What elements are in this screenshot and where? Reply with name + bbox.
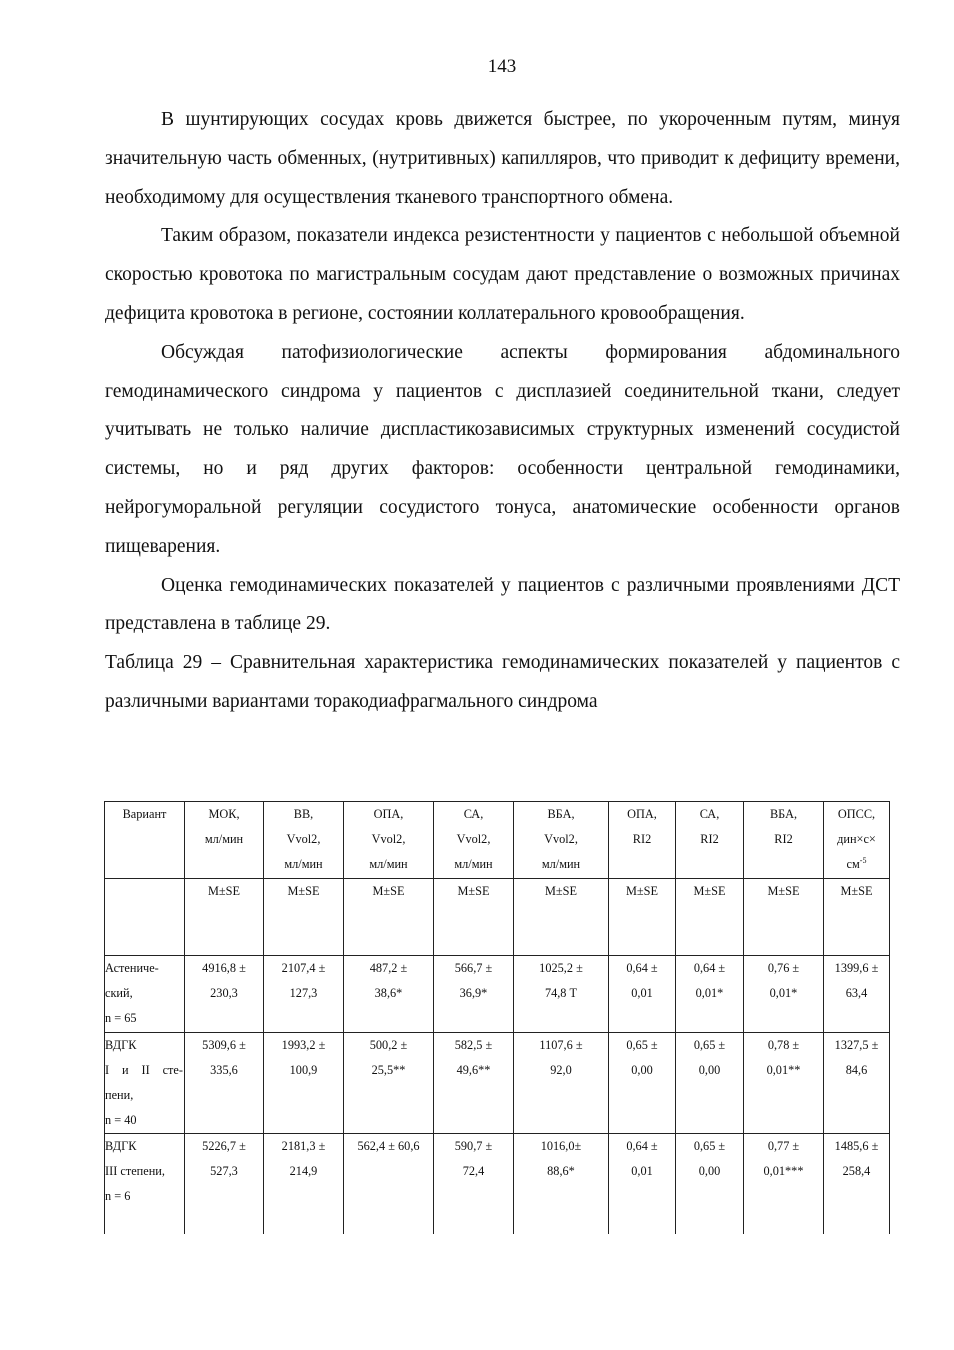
value-cell: 1025,2 ± 74,8 Т [514, 956, 609, 1033]
table-29 [104, 801, 889, 1234]
header-variant: Вариант [105, 802, 185, 879]
value-cell: 582,5 ± 49,6** [434, 1033, 514, 1134]
value-cell: 0,64 ± 0,01 [609, 956, 676, 1033]
paragraph-1: В шунтирующих сосудах кровь движется быстрее, по укороченным путям, минуя значительную часть обменных, (нутритивных) капилляров, что приводит к дефициту времени, необходимому для осуществления тканевого транспортного обмена. [105, 109, 900, 208]
value-cell: 2107,4 ± 127,3 [264, 956, 344, 1033]
mse-label: M±SE [344, 879, 434, 956]
mse-label: M±SE [609, 879, 676, 956]
mse-label: M±SE [744, 879, 824, 956]
header-mok: МОК, мл/мин [185, 802, 264, 879]
value-cell: 562,4 ± 60,6 [344, 1134, 434, 1235]
variant-cell: ВДГК III степени, n = 6 [105, 1134, 185, 1235]
paragraph-4: Оценка гемодинамических показателей у пациентов с различными проявлениями ДСТ представлена в таблице 29. [105, 574, 900, 635]
value-cell: 0,65 ± 0,00 [676, 1033, 744, 1134]
header-sa-vvol: СА, Vvol2, мл/мин [434, 802, 514, 879]
value-cell: 500,2 ± 25,5** [344, 1033, 434, 1134]
header-vba-vvol: ВБА, Vvol2, мл/мин [514, 802, 609, 879]
mse-label: M±SE [264, 879, 344, 956]
mse-label: M±SE [434, 879, 514, 956]
header-vv: ВВ, Vvol2, мл/мин [264, 802, 344, 879]
value-cell: 4916,8 ± 230,3 [185, 956, 264, 1033]
table-caption: Таблица 29 – Сравнительная характеристика гемодинамических показателей у пациентов с различными вариантами торакодиафрагмального синдрома [105, 652, 900, 712]
table-mse-row [105, 879, 890, 956]
value-cell: 590,7 ± 72,4 [434, 1134, 514, 1235]
value-cell: 5226,7 ± 527,3 [185, 1134, 264, 1235]
value-cell: 0,64 ± 0,01 [609, 1134, 676, 1235]
mse-label: M±SE [676, 879, 744, 956]
hemodynamics-table [104, 801, 890, 1234]
variant-cell: ВДГК I и II сте- пени, n = 40 [105, 1033, 185, 1134]
mse-label: M±SE [514, 879, 609, 956]
value-cell: 487,2 ± 38,6* [344, 956, 434, 1033]
paragraph-3: Обсуждая патофизиологические аспекты формирования абдоминального гемодинамического синдрома у пациентов с дисплазией соединительной ткани, следует учитывать не только наличие диспластикозависимых структурных изменений сосудистой системы, но и ряд других факторов: особенности центральной гемодинамики, нейрогуморальной регуляции сосудистого тонуса, анатомические особенности органов пищеварения. [105, 341, 900, 557]
paragraph-2: Таким образом, показатели индекса резистентности у пациентов с небольшой объемной скоростью кровотока по магистральным сосудам дают представление о возможных причинах дефицита кровотока в регионе, состоянии коллатерального кровообращения. [105, 225, 900, 324]
value-cell: 2181,3 ± 214,9 [264, 1134, 344, 1235]
opss-exponent: -5 [859, 855, 867, 865]
page-number: 143 [487, 56, 517, 77]
table-row-vdgk-3 [105, 1134, 890, 1235]
mse-empty-cell [105, 879, 185, 956]
value-cell: 1485,6 ± 258,4 [824, 1134, 890, 1235]
header-opa-ri: ОПА, RI2 [609, 802, 676, 879]
value-cell: 0,65 ± 0,00 [676, 1134, 744, 1235]
value-cell: 1016,0± 88,6* [514, 1134, 609, 1235]
value-cell: 0,78 ± 0,01** [744, 1033, 824, 1134]
value-cell: 1107,6 ± 92,0 [514, 1033, 609, 1134]
value-cell: 5309,6 ± 335,6 [185, 1033, 264, 1134]
header-opa-vvol: ОПА, Vvol2, мл/мин [344, 802, 434, 879]
header-opss: ОПСС, дин×с× $см^{-5}$ [824, 802, 890, 879]
value-cell: 0,65 ± 0,00 [609, 1033, 676, 1134]
value-cell: 566,7 ± 36,9* [434, 956, 514, 1033]
value-cell: 1327,5 ± 84,6 [824, 1033, 890, 1134]
mse-label: M±SE [824, 879, 890, 956]
header-vba-ri: ВБА, RI2 [744, 802, 824, 879]
value-cell: 1399,6 ± 63,4 [824, 956, 890, 1033]
table-row-vdgk-1-2 [105, 1033, 890, 1134]
value-cell: 0,64 ± 0,01* [676, 956, 744, 1033]
table-row-asthenic [105, 956, 890, 1033]
variant-cell: Астениче- ский, n = 65 [105, 956, 185, 1033]
body-text [105, 101, 900, 722]
value-cell: 0,77 ± 0,01*** [744, 1134, 824, 1235]
header-sa-ri: СА, RI2 [676, 802, 744, 879]
value-cell: 0,76 ± 0,01* [744, 956, 824, 1033]
mse-label: M±SE [185, 879, 264, 956]
table-header-row [105, 802, 890, 879]
value-cell: 1993,2 ± 100,9 [264, 1033, 344, 1134]
